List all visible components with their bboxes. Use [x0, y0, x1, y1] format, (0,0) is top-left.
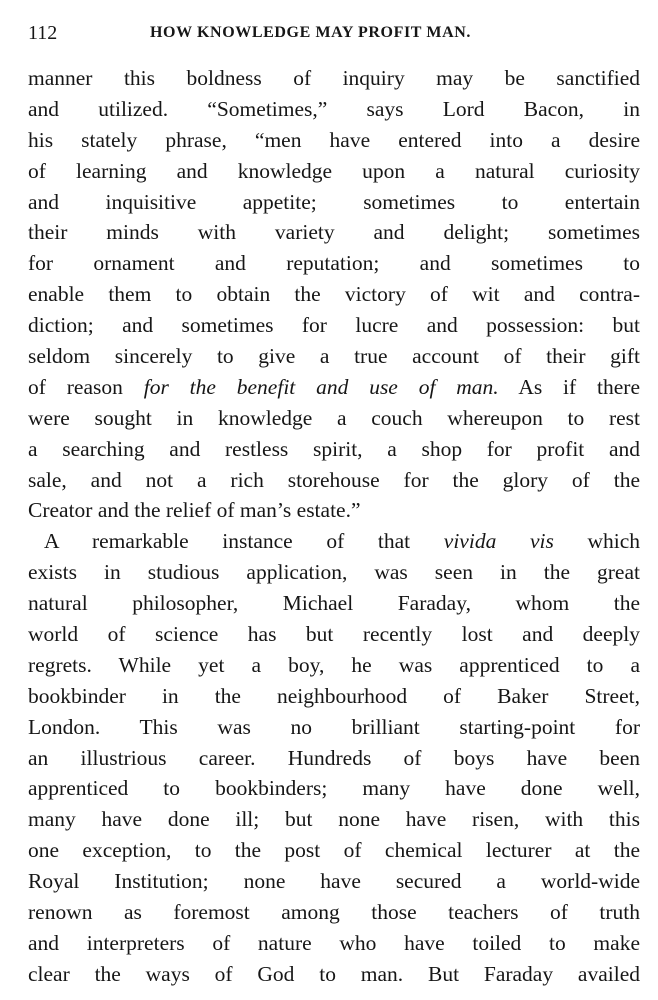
text-segment: sale, and not a rich storehouse for the glory of the	[28, 467, 640, 492]
text-line	[28, 495, 640, 526]
text-segment: diction; and sometimes for lucre and possession: but	[28, 313, 640, 338]
text-line	[28, 465, 640, 496]
text-segment: clear the ways of God to man. But Faraday availed	[28, 961, 640, 986]
text-line	[28, 526, 640, 557]
text-segment: were sought in knowledge a couch whereupon to rest	[28, 405, 640, 430]
text-segment: regrets. While yet a boy, he was apprenticed to a	[28, 652, 640, 677]
text-segment: As if there	[498, 374, 641, 399]
italic-text: vivida vis	[443, 529, 554, 554]
text-line	[28, 619, 640, 650]
text-segment: seldom sincerely to give a true account of their gift	[28, 344, 640, 369]
text-segment: many have done ill; but none have risen, with this	[28, 807, 640, 832]
italic-text: for the benefit and use of man.	[143, 374, 499, 399]
text-line	[28, 156, 640, 187]
text-line	[28, 743, 640, 774]
text-segment: renown as foremost among those teachers of truth	[28, 900, 640, 925]
text-segment: his stately phrase, “men have entered into a desire	[28, 127, 640, 152]
text-segment: A remarkable instance of that	[44, 529, 444, 554]
text-line	[28, 279, 640, 310]
text-line	[28, 310, 640, 341]
text-line	[28, 681, 640, 712]
text-segment: London. This was no brilliant starting-point for	[28, 714, 640, 739]
text-segment: bookbinder in the neighbourhood of Baker Street,	[28, 683, 640, 708]
page-number: 112	[28, 22, 58, 44]
text-segment: manner this boldness of inquiry may be sanctified	[28, 66, 640, 90]
text-line	[28, 897, 640, 928]
text-line	[28, 217, 640, 248]
text-line	[28, 125, 640, 156]
text-segment: their minds with variety and delight; sometimes	[28, 220, 640, 245]
text-line	[28, 712, 640, 743]
text-segment: natural philosopher, Michael Faraday, whom the	[28, 591, 640, 616]
text-line	[28, 63, 640, 94]
text-line	[28, 341, 640, 372]
text-segment: enable them to obtain the victory of wit and contra-	[28, 282, 640, 307]
text-segment: which	[553, 529, 641, 554]
text-segment: and interpreters of nature who have toiled to make	[28, 930, 640, 955]
text-line	[28, 835, 640, 866]
text-line	[28, 804, 640, 835]
body-text	[28, 63, 640, 990]
text-segment: of learning and knowledge upon a natural curiosity	[28, 158, 640, 183]
text-segment: and inquisitive appetite; sometimes to entertain	[28, 189, 640, 214]
text-line	[28, 557, 640, 588]
text-segment: and utilized. “Sometimes,” says Lord Bacon, in	[28, 96, 640, 121]
text-line	[28, 928, 640, 959]
text-segment: Royal Institution; none have secured a world-wide	[28, 869, 640, 894]
text-segment: world of science has but recently lost and deeply	[28, 622, 640, 647]
text-line	[28, 403, 640, 434]
text-line	[28, 588, 640, 619]
text-segment: apprenticed to bookbinders; many have done well,	[28, 776, 640, 801]
text-segment: Creator and the relief of man’s estate.”	[28, 498, 361, 523]
text-segment: of reason	[28, 374, 144, 399]
text-line	[28, 94, 640, 125]
text-line	[28, 650, 640, 681]
running-title: HOW KNOWLEDGE MAY PROFIT MAN.	[150, 24, 471, 41]
text-line	[28, 187, 640, 218]
text-segment: a searching and restless spirit, a shop for profit and	[28, 436, 640, 461]
text-line	[28, 372, 640, 403]
text-segment: an illustrious career. Hundreds of boys have been	[28, 745, 640, 770]
text-segment: exists in studious application, was seen in the great	[28, 560, 640, 585]
text-segment: for ornament and reputation; and sometimes to	[28, 251, 640, 276]
text-line	[28, 248, 640, 279]
page-header	[28, 20, 638, 50]
text-line	[28, 866, 640, 897]
text-line	[28, 434, 640, 465]
text-line	[28, 773, 640, 804]
text-segment: one exception, to the post of chemical lecturer at the	[28, 838, 640, 863]
text-line	[28, 959, 640, 990]
